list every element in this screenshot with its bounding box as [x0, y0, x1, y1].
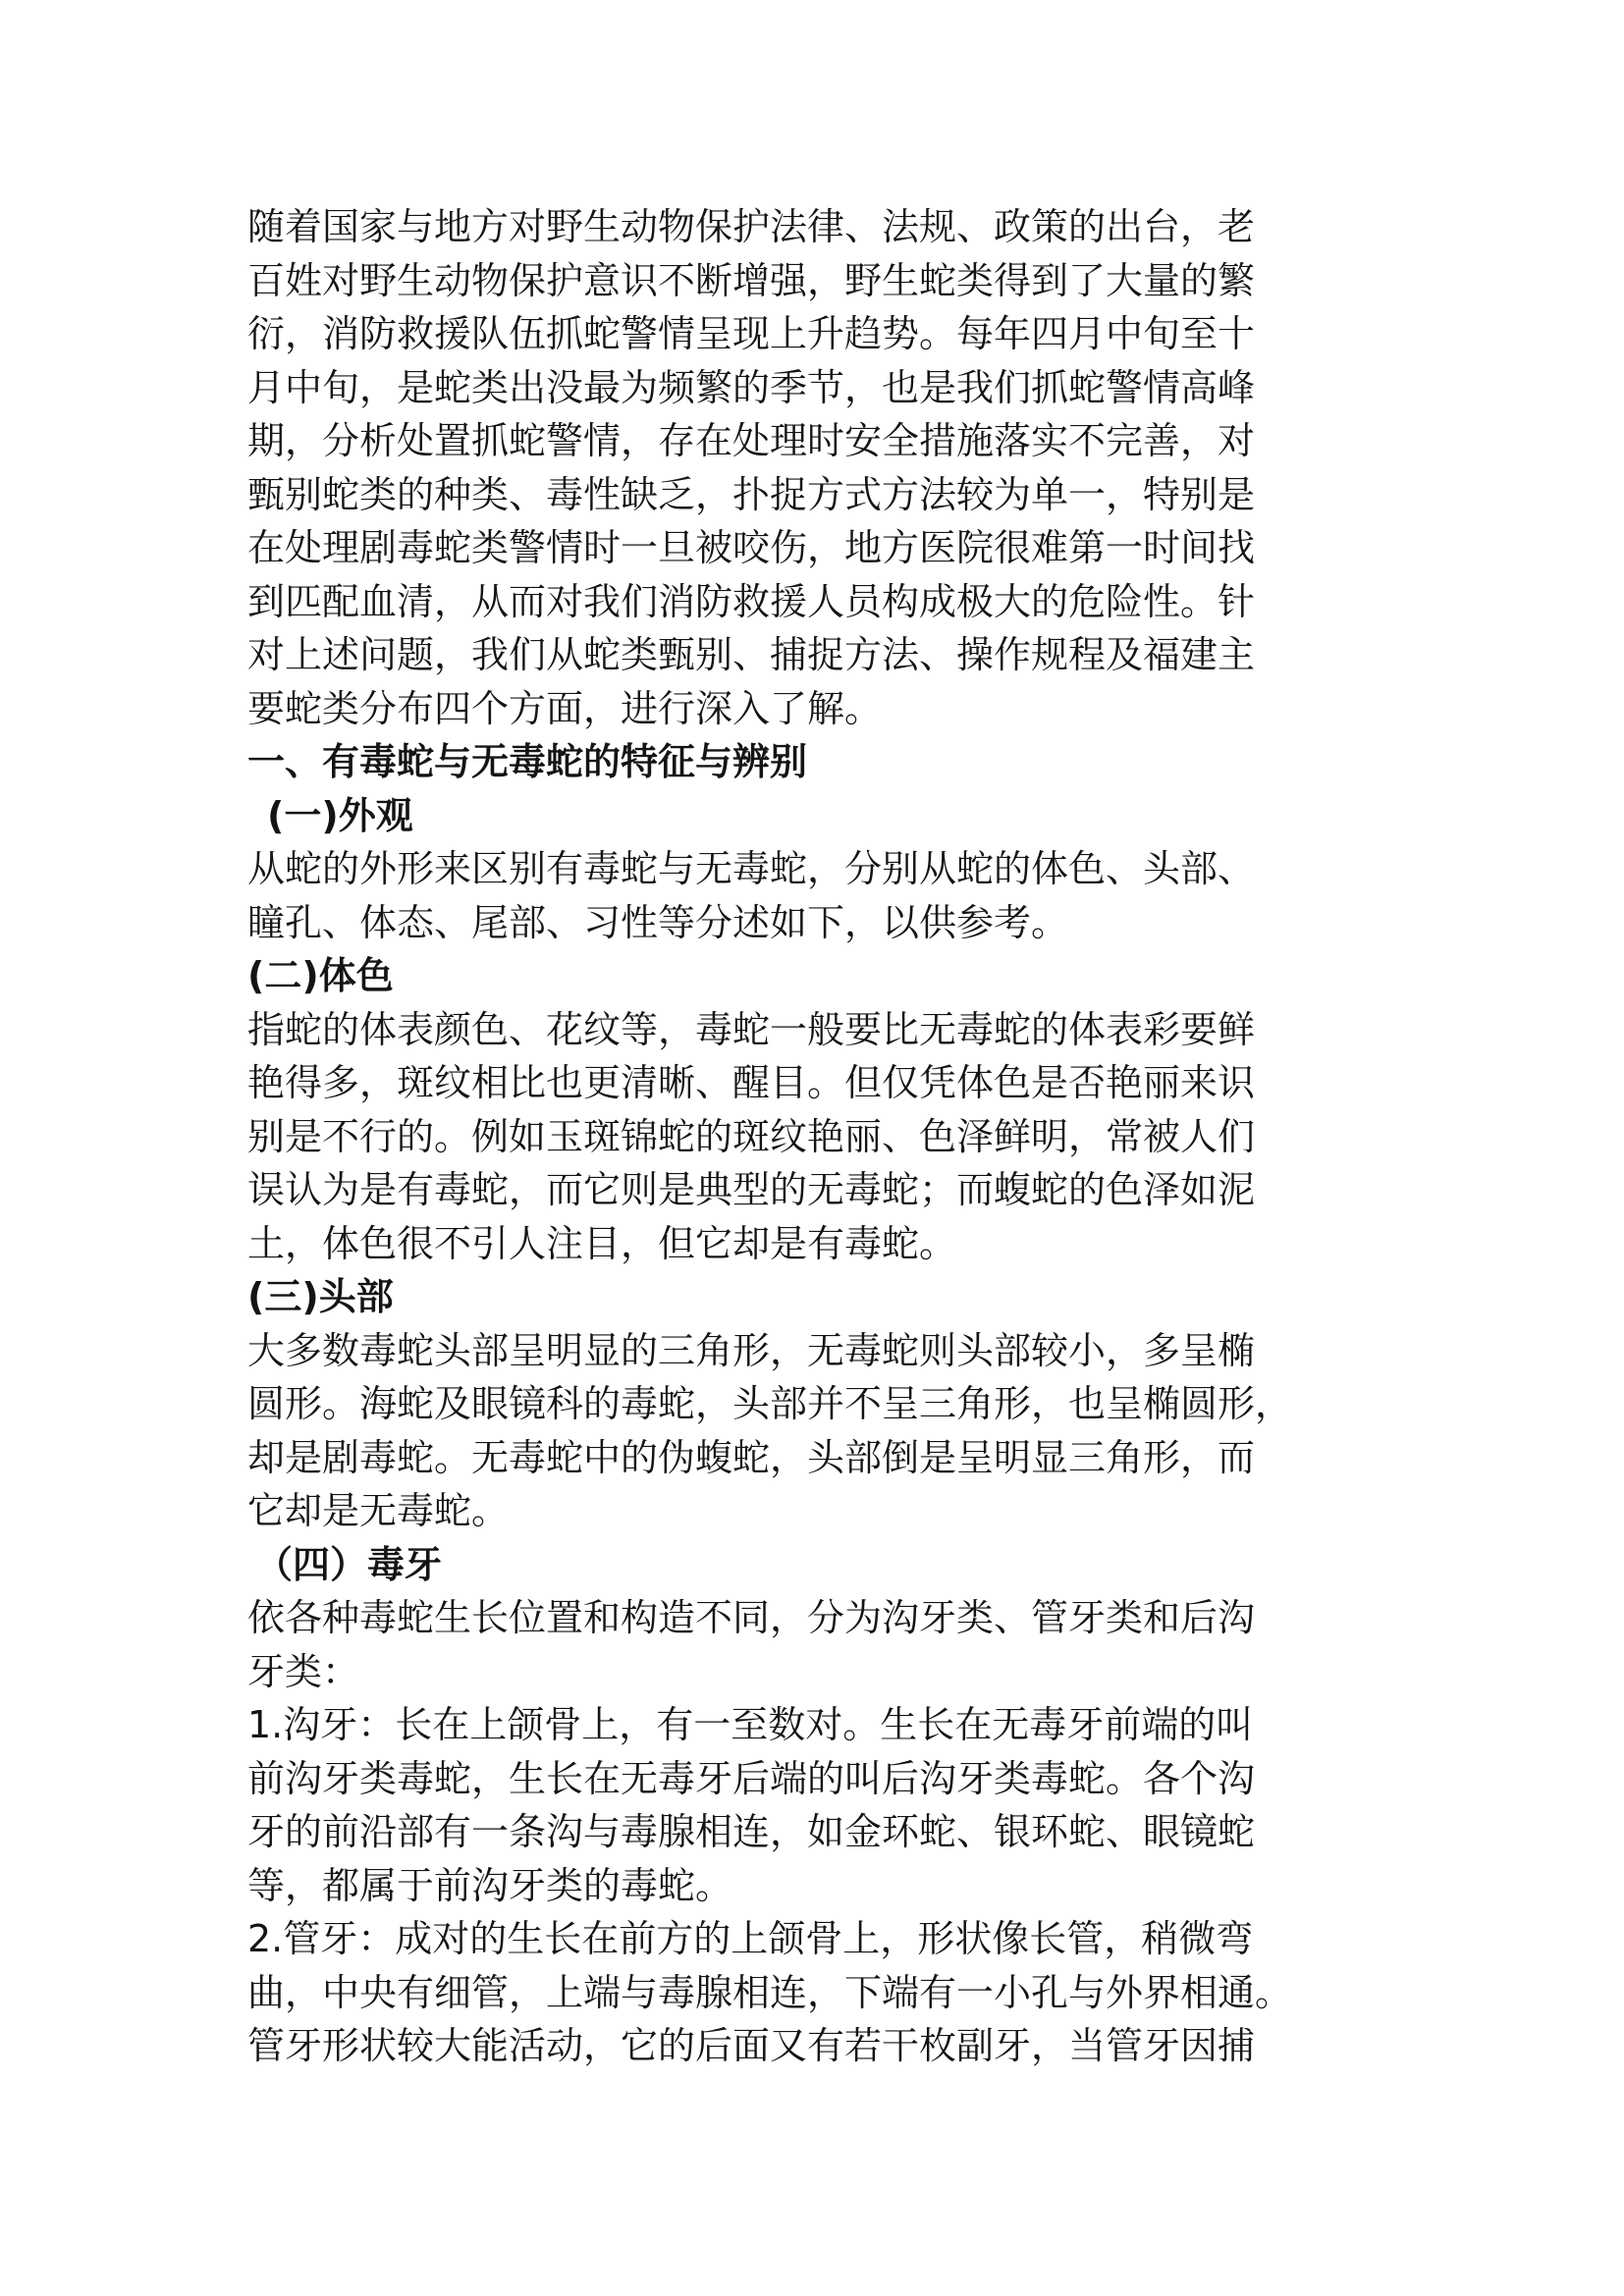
subheading-appearance: (一)外观 [267, 793, 413, 837]
paragraph-line: 大多数毒蛇头部呈明显的三角形，无毒蛇则头部较小，多呈椭 [247, 1328, 1256, 1372]
section-heading-1: 一、有毒蛇与无毒蛇的特征与辨别 [247, 740, 808, 783]
paragraph-line: 误认为是有毒蛇，而它则是典型的无毒蛇；而蝮蛇的色泽如泥 [247, 1168, 1256, 1211]
paragraph-line: 它却是无毒蛇。 [247, 1489, 510, 1532]
subheading-fangs: （四）毒牙 [255, 1542, 443, 1586]
subheading-head: (三)头部 [247, 1275, 394, 1318]
paragraph-line: 1.沟牙：长在上颌骨上，有一至数对。生长在无毒牙前端的叫 [247, 1703, 1254, 1746]
paragraph-line: 前沟牙类毒蛇，生长在无毒牙后端的叫后沟牙类毒蛇。各个沟 [247, 1756, 1256, 1800]
paragraph-line: 艳得多，斑纹相比也更清晰、醒目。但仅凭体色是否艳丽来识 [247, 1061, 1256, 1104]
paragraph-line: 瞳孔、体态、尾部、习性等分述如下，以供参考。 [247, 900, 1069, 944]
intro-line: 在处理剧毒蛇类警情时一旦被咬伤，地方医院很难第一时间找 [247, 526, 1256, 569]
paragraph-line: 却是剧毒蛇。无毒蛇中的伪蝮蛇，头部倒是呈明显三角形，而 [247, 1435, 1256, 1479]
tube-fang-paragraph [247, 1912, 1386, 2073]
paragraph-line: 牙的前沿部有一条沟与毒腺相连，如金环蛇、银环蛇、眼镜蛇 [247, 1810, 1256, 1853]
groove-fang-paragraph [247, 1698, 1386, 1912]
intro-line: 百姓对野生动物保护意识不断增强，野生蛇类得到了大量的繁 [247, 258, 1256, 302]
appearance-paragraph [247, 842, 1386, 949]
paragraph-line: 依各种毒蛇生长位置和构造不同，分为沟牙类、管牙类和后沟 [247, 1596, 1256, 1639]
head-paragraph [247, 1324, 1386, 1538]
paragraph-line: 从蛇的外形来区别有毒蛇与无毒蛇，分别从蛇的体色、头部、 [247, 847, 1256, 890]
document-body [247, 200, 1386, 2073]
intro-line: 期，分析处置抓蛇警情，存在处理时安全措施落实不完善，对 [247, 419, 1256, 462]
paragraph-line: 土，体色很不引人注目，但它却是有毒蛇。 [247, 1221, 957, 1265]
body-color-paragraph [247, 1003, 1386, 1271]
paragraph-line: 曲，中央有细管，上端与毒腺相连，下端有一小孔与外界相通。 [247, 1970, 1293, 2014]
intro-line: 甄别蛇类的种类、毒性缺乏，扑捉方式方法较为单一，特别是 [247, 472, 1256, 516]
paragraph-line: 牙类： [247, 1649, 360, 1693]
fangs-paragraph [247, 1591, 1386, 1698]
paragraph-line: 2.管牙：成对的生长在前方的上颌骨上，形状像长管，稍微弯 [247, 1917, 1254, 1960]
paragraph-line: 圆形。海蛇及眼镜科的毒蛇，头部并不呈三角形，也呈椭圆形， [247, 1382, 1293, 1425]
paragraph-line: 管牙形状较大能活动，它的后面又有若干枚副牙，当管牙因捕 [247, 2024, 1256, 2067]
intro-line: 月中旬，是蛇类出没最为频繁的季节，也是我们抓蛇警情高峰 [247, 365, 1256, 409]
intro-line: 对上述问题，我们从蛇类甄别、捕捉方法、操作规程及福建主 [247, 633, 1256, 676]
intro-line: 衍，消防救援队伍抓蛇警情呈现上升趋势。每年四月中旬至十 [247, 312, 1256, 355]
paragraph-line: 别是不行的。例如玉斑锦蛇的斑纹艳丽、色泽鲜明，常被人们 [247, 1114, 1256, 1158]
intro-paragraph [247, 200, 1386, 735]
subheading-body-color: (二)体色 [247, 954, 394, 997]
paragraph-line: 等，都属于前沟牙类的毒蛇。 [247, 1863, 733, 1907]
intro-line: 要蛇类分布四个方面，进行深入了解。 [247, 686, 883, 730]
intro-line: 随着国家与地方对野生动物保护法律、法规、政策的出台，老 [247, 205, 1256, 248]
intro-line: 到匹配血清，从而对我们消防救援人员构成极大的危险性。针 [247, 579, 1256, 623]
paragraph-line: 指蛇的体表颜色、花纹等，毒蛇一般要比无毒蛇的体表彩要鲜 [247, 1007, 1256, 1051]
